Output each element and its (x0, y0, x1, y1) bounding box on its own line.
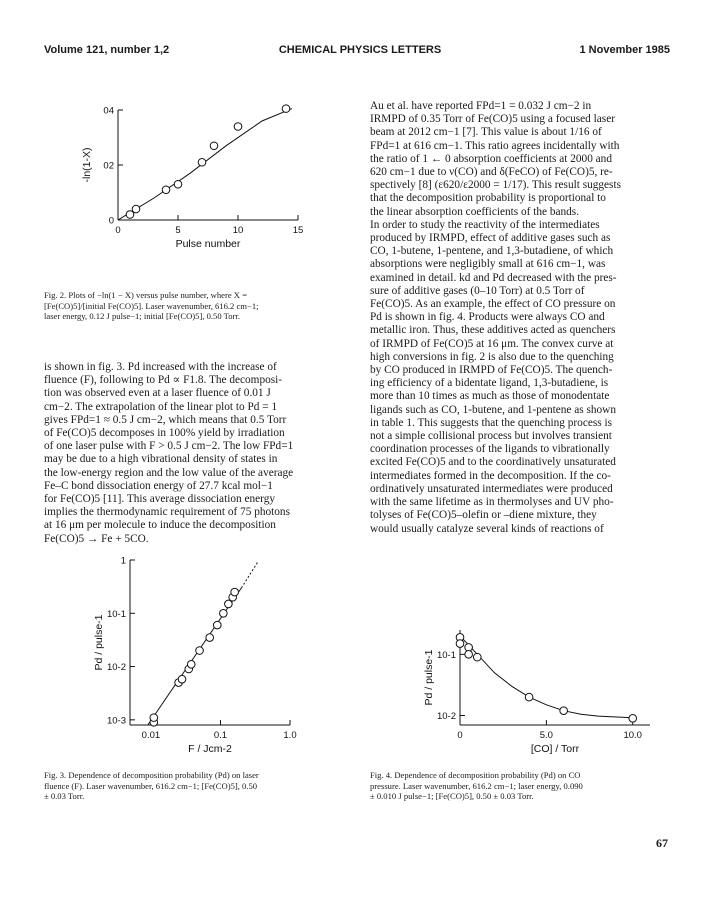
data-point (560, 707, 568, 715)
data-point (132, 205, 140, 213)
data-point (210, 142, 218, 150)
data-point (282, 105, 290, 113)
fig2-caption-line: [Fe(CO)5]/[initial Fe(CO)5]. Laser wavenumber, 616.2 cm−1; (44, 300, 259, 311)
issue-date: 1 November 1985 (579, 44, 670, 56)
right-column-line: IRMPD of 0.35 Torr of Fe(CO)5 using a focused laser (370, 113, 615, 126)
data-point (213, 621, 221, 629)
right-column-line: In order to study the reactivity of the intermediates (370, 218, 600, 231)
right-column-line: examined in detail. kd and Pd decreased with the pres- (370, 271, 617, 284)
x-tick-label: 1.0 (283, 730, 297, 741)
data-point (225, 600, 233, 608)
y-axis-label: Pd / pulse-1 (93, 614, 105, 671)
left-column-line: the low-energy region and the low value of the average (44, 466, 294, 479)
data-point (198, 158, 206, 166)
data-point (456, 640, 464, 648)
data-point (220, 609, 228, 617)
journal-volume: Volume 121, number 1,2 (44, 44, 170, 56)
right-column-line: tolyses of Fe(CO)5–olefin or –diene mixture, they (370, 509, 597, 522)
x-tick-label: 5 (175, 225, 181, 236)
y-axis-label: Pd / pulse-1 (423, 649, 435, 706)
x-tick-label: 0 (457, 730, 463, 741)
y-tick-label: 10-2 (106, 662, 126, 674)
page-number: 67 (656, 836, 668, 850)
fit-curve (148, 588, 242, 725)
fig2-chart (50, 98, 340, 268)
data-point (126, 211, 134, 219)
journal-title: CHEMICAL PHYSICS LETTERS (278, 44, 442, 56)
fig3-caption-line: Fig. 3. Dependence of decomposition probability (Pd) on laser (44, 770, 259, 780)
right-column-text (370, 100, 680, 536)
right-column-line: by CO produced in IRMPD of Fe(CO)5. The quench- (370, 364, 613, 377)
right-column-line: the ratio of 1 ← 0 absorption coefficients at 2000 and (370, 152, 612, 165)
right-column-line: Fe(CO)5. As an example, the effect of CO pressure on (370, 298, 616, 311)
fig3-caption-line: fluence (F). Laser wavenumber, 616.2 cm−1; [Fe(CO)5], 0.50 (44, 780, 258, 791)
fig4-caption-line: Fig. 4. Dependence of decomposition probability (Pd) on CO (370, 770, 581, 780)
data-point (174, 180, 182, 188)
right-column-line: ing efficiency of a bidentate ligand, 1,3-butadiene, is (370, 377, 609, 390)
right-column-line: intermediates formed in the decomposition. If the co- (370, 469, 611, 482)
right-column-line: that the decomposition probability is proportional to (370, 192, 606, 205)
left-column-line: fluence (F), following to Pd ∝ F1.8. The decomposi- (44, 374, 283, 387)
data-point (629, 715, 637, 723)
data-point (162, 186, 170, 194)
right-column-line: would usually catalyze several kinds of reactions of (370, 522, 604, 535)
right-column-line: sure of additive gases (0–10 Torr) at 0.5 Torr of (370, 284, 585, 297)
right-column-line: FPd=1 at 616 cm−1. This ratio agrees incidentally with (370, 139, 620, 152)
fig4-chart (410, 620, 700, 770)
x-tick-label: 15 (292, 225, 304, 236)
data-point (196, 647, 204, 655)
y-axis-label: -ln(1-X) (81, 147, 93, 183)
right-column-line: the linear absorption coefficients of the bands. (370, 205, 580, 218)
right-column-line: Au et al. have reported FPd=1 = 0.032 J cm−2 in (370, 100, 592, 112)
x-tick-label: 0 (115, 225, 121, 236)
left-column-line: at 16 μm per molecule to induce the decomposition (44, 519, 276, 532)
right-column-line: in table 1. This suggests that the quenching process is (370, 416, 613, 429)
data-point (234, 123, 242, 131)
left-column-line: implies the thermodynamic requirement of 75 photons (44, 506, 290, 519)
right-column-line: ordinatively unsaturated intermediates were produced (370, 482, 613, 495)
data-point (473, 653, 481, 661)
x-tick-label: 0.1 (213, 730, 228, 741)
left-column-text (44, 361, 354, 546)
data-point (187, 661, 195, 669)
right-column-line: CO, 1-butene, 1-pentene, and 1,3-butadiene, of which (370, 245, 614, 258)
y-tick-label: 02 (103, 160, 114, 172)
right-column-line: coordination processes of the ligands to vibrationally (370, 443, 610, 456)
right-column-line: 620 cm−1 due to ν(CO) and δ(FeCO) of Fe(CO)5, re- (370, 166, 613, 179)
x-tick-label: 0.01 (141, 730, 161, 741)
left-column-line: cm−2. The extrapolation of the linear plot to Pd = 1 (44, 400, 278, 413)
extrapolation-line (241, 561, 258, 588)
left-column-line: gives FPd=1 ≈ 0.5 J cm−2, which means that 0.5 Torr (44, 413, 287, 426)
data-point (465, 644, 473, 652)
left-column-line: for Fe(CO)5 [11]. This average dissociation energy (44, 493, 276, 506)
left-column-line: may be due to a high vibrational density of states in (44, 453, 278, 466)
left-column-line: is shown in fig. 3. Pd increased with the increase of (44, 361, 277, 373)
x-tick-label: 5.0 (539, 730, 553, 741)
right-column-line: of IRMPD of Fe(CO)5 at 16 μm. The convex curve at (370, 337, 614, 350)
y-tick-label: 10-1 (106, 608, 126, 620)
fig4-caption-line: pressure. Laser wavenumber, 616.2 cm−1; laser energy, 0.090 (370, 780, 583, 791)
x-axis-label: Pulse number (175, 238, 241, 250)
x-tick-label: 10.0 (623, 730, 642, 741)
right-column-line: metallic iron. Thus, these additives acted as quenchers (370, 324, 616, 337)
right-column-line: more than 10 times as much as those of monodentate (370, 390, 610, 403)
right-column-line: high conversions in fig. 2 is also due to the quenching (370, 350, 614, 363)
data-point (525, 693, 533, 701)
x-axis-label: [CO] / Torr (530, 743, 580, 755)
data-point (465, 651, 473, 659)
left-column-line: of one laser pulse with F > 0.5 J cm−2. The low FPd=1 (44, 440, 294, 453)
right-column-line: spectively [8] (ε620/ε2000 = 1/17). This result suggests (370, 179, 621, 192)
x-tick-label: 10 (232, 225, 244, 236)
y-tick-label: 04 (103, 105, 114, 117)
data-point (206, 634, 214, 642)
x-axis-label: F / Jcm-2 (188, 743, 232, 755)
y-tick-label: 10-1 (436, 649, 456, 661)
right-column-line: ligands such as CO, 1-butene, and 1-pentene as shown (370, 403, 616, 416)
fig3-caption-line: ± 0.03 Torr. (44, 791, 85, 802)
right-column-line: not a simple collisional process but involves transient (370, 430, 612, 443)
left-column-line: Fe(CO)5 → Fe + 5CO. (44, 532, 149, 545)
left-column-line: Fe–C bond dissociation energy of 27.7 kcal mol−1 (44, 479, 273, 492)
right-column-line: produced by IRMPD, effect of additive gases such as (370, 232, 611, 245)
fig2-caption-line: laser energy, 0.12 J pulse−1; initial [Fe(CO)5], 0.50 Torr. (44, 311, 240, 322)
fig4-caption (370, 770, 690, 802)
y-tick-label: 10-3 (106, 715, 126, 727)
right-column-line: with the same lifetime as in thermolyses and UV pho- (370, 496, 614, 509)
left-column-line: of Fe(CO)5 decomposes in 100% yield by irradiation (44, 427, 285, 440)
right-column-line: beam at 2012 cm−1 [7]. This value is about 1/16 of (370, 126, 602, 139)
fit-curve (460, 636, 633, 718)
right-column-line: excited Fe(CO)5 and to the coordinatively unsaturated (370, 456, 616, 469)
data-point (150, 714, 158, 722)
data-point (178, 675, 186, 683)
right-column-line: Pd is shown in fig. 4. Products were always CO and (370, 311, 605, 324)
fig2-caption-line: Fig. 2. Plots of −ln(1 − X) versus pulse number, where X = (44, 290, 247, 300)
left-column-line: tion was observed even at a laser fluence of 0.01 J (44, 387, 271, 400)
y-tick-label: 1 (120, 555, 126, 567)
y-tick-label: 0 (108, 215, 114, 227)
data-point (231, 588, 239, 596)
fig4-caption-line: ± 0.010 J pulse−1; [Fe(CO)5], 0.50 ± 0.03 Torr. (370, 791, 534, 802)
fig2-caption (44, 290, 354, 322)
fig3-caption (44, 770, 354, 802)
y-tick-label: 10-2 (436, 711, 456, 723)
right-column-line: absorptions were negligibly small at 616 cm−1, was (370, 258, 606, 271)
fig3-chart (78, 550, 358, 765)
